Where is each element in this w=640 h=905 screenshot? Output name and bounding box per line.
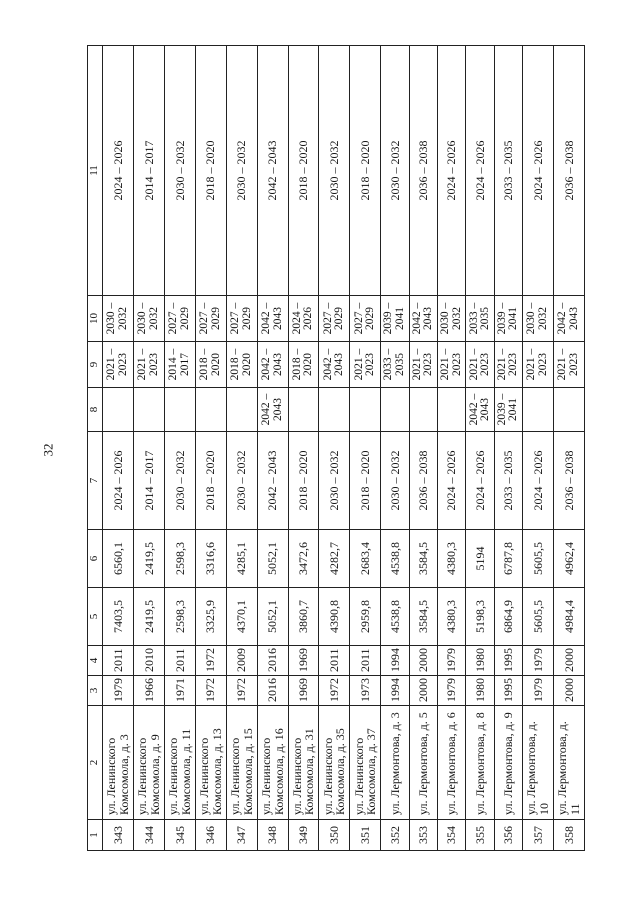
cell-living-area: 6560,1: [103, 530, 134, 588]
page-number: 32: [40, 443, 56, 457]
cell-period-col-10: 2042 – 2043: [409, 296, 437, 342]
table-row: [103, 46, 134, 851]
cell-build-year: 1972: [195, 676, 226, 706]
table-row: [523, 46, 554, 851]
table-row: [381, 46, 409, 851]
column-header-period-col-8: 8: [88, 388, 103, 432]
cell-total-area: 5052,1: [257, 588, 288, 646]
cell-period-col-11: 2018 – 2020: [350, 46, 381, 296]
cell-row-number: 358: [553, 820, 584, 851]
cell-living-area: 6787,8: [494, 530, 522, 588]
cell-period-col-8: 2042 – 2043: [466, 388, 494, 432]
cell-total-area: 5605,5: [523, 588, 554, 646]
cell-build-year: 1973: [350, 676, 381, 706]
cell-period-col-11: 2024 – 2026: [466, 46, 494, 296]
table-row: [226, 46, 257, 851]
cell-living-area: 4380,3: [437, 530, 465, 588]
cell-row-number: 347: [226, 820, 257, 851]
column-header-repair-period: 7: [88, 432, 103, 530]
cell-repair-period: 2030 – 2032: [164, 432, 195, 530]
cell-period-col-9: 2021 – 2023: [553, 342, 584, 388]
cell-period-col-9: 2021 – 2023: [494, 342, 522, 388]
cell-row-number: 355: [466, 820, 494, 851]
cell-address: ул. Лермонтова, д. 8: [466, 706, 494, 820]
cell-living-area: 5194: [466, 530, 494, 588]
cell-period-col-11: 2036 – 2038: [553, 46, 584, 296]
cell-address: ул. Ленинского Комсомола, д. 9: [133, 706, 164, 820]
cell-commission-year: 2011: [164, 646, 195, 676]
cell-total-area: 4984,4: [553, 588, 584, 646]
cell-period-col-10: 2033 – 2035: [466, 296, 494, 342]
cell-commission-year: 2016: [257, 646, 288, 676]
cell-period-col-10: 2042 – 2043: [553, 296, 584, 342]
cell-commission-year: 1969: [288, 646, 319, 676]
cell-living-area: 4282,7: [319, 530, 350, 588]
cell-period-col-8: [226, 388, 257, 432]
cell-period-col-11: 2030 – 2032: [226, 46, 257, 296]
cell-period-col-11: 2042 – 2043: [257, 46, 288, 296]
cell-period-col-8: [409, 388, 437, 432]
cell-period-col-9: 2018 – 2020: [288, 342, 319, 388]
cell-period-col-8: [319, 388, 350, 432]
cell-period-col-10: 2039 – 2041: [494, 296, 522, 342]
cell-period-col-11: 2030 – 2032: [381, 46, 409, 296]
cell-living-area: 3472,6: [288, 530, 319, 588]
cell-repair-period: 2014 – 2017: [133, 432, 164, 530]
cell-period-col-11: 2018 – 2020: [288, 46, 319, 296]
cell-total-area: 4380,3: [437, 588, 465, 646]
cell-total-area: 5198,3: [466, 588, 494, 646]
cell-period-col-11: 2030 – 2032: [319, 46, 350, 296]
cell-address: ул. Ленинского Комсомола, д. 3: [103, 706, 134, 820]
cell-build-year: 1979: [523, 676, 554, 706]
cell-living-area: 5052,1: [257, 530, 288, 588]
cell-living-area: 4962,4: [553, 530, 584, 588]
cell-period-col-8: [195, 388, 226, 432]
cell-period-col-9: 2021 – 2023: [350, 342, 381, 388]
column-header-commission-year: 4: [88, 646, 103, 676]
cell-address: ул. Лермонтова, д. 5: [409, 706, 437, 820]
cell-repair-period: 2024 – 2026: [103, 432, 134, 530]
cell-build-year: 1966: [133, 676, 164, 706]
cell-repair-period: 2018 – 2020: [195, 432, 226, 530]
cell-period-col-11: 2033 – 2035: [494, 46, 522, 296]
cell-commission-year: 2000: [553, 646, 584, 676]
cell-period-col-9: 2021 – 2023: [409, 342, 437, 388]
cell-commission-year: 2011: [103, 646, 134, 676]
cell-period-col-8: [350, 388, 381, 432]
table-row: [288, 46, 319, 851]
column-header-total-area: 5: [88, 588, 103, 646]
cell-period-col-9: 2042 – 2043: [319, 342, 350, 388]
cell-build-year: 1994: [381, 676, 409, 706]
column-header-period-col-10: 10: [88, 296, 103, 342]
cell-commission-year: 1995: [494, 646, 522, 676]
cell-build-year: 1979: [103, 676, 134, 706]
cell-address: ул. Ленинского Комсомола, д. 35: [319, 706, 350, 820]
cell-commission-year: 1979: [437, 646, 465, 676]
cell-period-col-9: 2042 – 2043: [257, 342, 288, 388]
cell-build-year: 2016: [257, 676, 288, 706]
cell-period-col-9: 2021 – 2023: [133, 342, 164, 388]
cell-row-number: 348: [257, 820, 288, 851]
cell-period-col-8: 2042 – 2043: [257, 388, 288, 432]
cell-living-area: 4538,8: [381, 530, 409, 588]
capital-repair-schedule-table: [87, 45, 585, 851]
cell-repair-period: 2036 – 2038: [553, 432, 584, 530]
cell-period-col-11: 2024 – 2026: [523, 46, 554, 296]
cell-living-area: 2419,5: [133, 530, 164, 588]
cell-address: ул. Лермонтова, д. 3: [381, 706, 409, 820]
cell-total-area: 7403,5: [103, 588, 134, 646]
cell-living-area: 2683,4: [350, 530, 381, 588]
cell-build-year: 2000: [553, 676, 584, 706]
cell-build-year: 1995: [494, 676, 522, 706]
cell-period-col-11: 2018 – 2020: [195, 46, 226, 296]
cell-repair-period: 2042 – 2043: [257, 432, 288, 530]
cell-period-col-11: 2014 – 2017: [133, 46, 164, 296]
table-row: [466, 46, 494, 851]
cell-period-col-11: 2030 – 2032: [164, 46, 195, 296]
cell-period-col-10: 2027 – 2029: [164, 296, 195, 342]
cell-period-col-8: [437, 388, 465, 432]
cell-period-col-9: 2021 – 2023: [437, 342, 465, 388]
cell-total-area: 4538,8: [381, 588, 409, 646]
cell-row-number: 350: [319, 820, 350, 851]
cell-commission-year: 2010: [133, 646, 164, 676]
cell-repair-period: 2030 – 2032: [226, 432, 257, 530]
cell-repair-period: 2030 – 2032: [319, 432, 350, 530]
cell-repair-period: 2030 – 2032: [381, 432, 409, 530]
cell-living-area: 3316,6: [195, 530, 226, 588]
column-header-period-col-11: 11: [88, 46, 103, 296]
cell-period-col-9: 2033 – 2035: [381, 342, 409, 388]
cell-period-col-8: [164, 388, 195, 432]
cell-build-year: 1972: [319, 676, 350, 706]
cell-row-number: 353: [409, 820, 437, 851]
table-row: [350, 46, 381, 851]
cell-total-area: 6864,9: [494, 588, 522, 646]
cell-period-col-10: 2030 – 2032: [103, 296, 134, 342]
column-header-living-area: 6: [88, 530, 103, 588]
cell-period-col-8: [553, 388, 584, 432]
cell-total-area: 2419,5: [133, 588, 164, 646]
cell-build-year: 2000: [409, 676, 437, 706]
table-row: [437, 46, 465, 851]
column-header-address: 2: [88, 706, 103, 820]
cell-row-number: 352: [381, 820, 409, 851]
cell-period-col-8: [381, 388, 409, 432]
cell-period-col-8: [523, 388, 554, 432]
cell-build-year: 1980: [466, 676, 494, 706]
table-row: [164, 46, 195, 851]
cell-period-col-9: 2014 – 2017: [164, 342, 195, 388]
cell-commission-year: 1980: [466, 646, 494, 676]
cell-address: ул. Лермонтова, д. 6: [437, 706, 465, 820]
cell-commission-year: 2011: [350, 646, 381, 676]
cell-period-col-10: 2039 – 2041: [381, 296, 409, 342]
cell-period-col-10: 2027 – 2029: [319, 296, 350, 342]
cell-build-year: 1979: [437, 676, 465, 706]
cell-living-area: 3584,5: [409, 530, 437, 588]
cell-total-area: 3325,9: [195, 588, 226, 646]
cell-commission-year: 2011: [319, 646, 350, 676]
cell-repair-period: 2024 – 2026: [466, 432, 494, 530]
cell-row-number: 356: [494, 820, 522, 851]
cell-repair-period: 2036 – 2038: [409, 432, 437, 530]
cell-address: ул. Ленинского Комсомола, д. 31: [288, 706, 319, 820]
cell-period-col-8: [103, 388, 134, 432]
cell-total-area: 3860,7: [288, 588, 319, 646]
cell-period-col-10: 2027 – 2029: [350, 296, 381, 342]
cell-row-number: 351: [350, 820, 381, 851]
cell-period-col-8: 2039 – 2041: [494, 388, 522, 432]
cell-address: ул. Ленинского Комсомола, д. 11: [164, 706, 195, 820]
cell-row-number: 357: [523, 820, 554, 851]
cell-total-area: 3584,5: [409, 588, 437, 646]
cell-period-col-8: [288, 388, 319, 432]
rotated-table-wrapper: [87, 46, 585, 851]
cell-period-col-11: 2024 – 2026: [103, 46, 134, 296]
table-row: [195, 46, 226, 851]
cell-row-number: 354: [437, 820, 465, 851]
cell-build-year: 1972: [226, 676, 257, 706]
cell-commission-year: 1972: [195, 646, 226, 676]
cell-commission-year: 2009: [226, 646, 257, 676]
cell-period-col-10: 2030 – 2032: [133, 296, 164, 342]
cell-period-col-10: 2027 – 2029: [195, 296, 226, 342]
cell-address: ул. Лермонтова, д. 10: [523, 706, 554, 820]
table-row: [319, 46, 350, 851]
column-header-row-number: 1: [88, 820, 103, 851]
cell-commission-year: 1994: [381, 646, 409, 676]
cell-build-year: 1969: [288, 676, 319, 706]
cell-address: ул. Ленинского Комсомола, д. 15: [226, 706, 257, 820]
cell-period-col-10: 2027 – 2029: [226, 296, 257, 342]
cell-period-col-9: 2021 – 2023: [466, 342, 494, 388]
cell-row-number: 346: [195, 820, 226, 851]
cell-row-number: 345: [164, 820, 195, 851]
cell-period-col-9: 2018 – 2020: [226, 342, 257, 388]
cell-repair-period: 2018 – 2020: [288, 432, 319, 530]
column-header-build-year: 3: [88, 676, 103, 706]
cell-period-col-9: 2021 – 2023: [103, 342, 134, 388]
cell-commission-year: 1979: [523, 646, 554, 676]
cell-period-col-9: 2021 – 2023: [523, 342, 554, 388]
cell-period-col-8: [133, 388, 164, 432]
cell-period-col-10: 2030 – 2032: [523, 296, 554, 342]
table-row: [494, 46, 522, 851]
cell-period-col-10: 2042 – 2043: [257, 296, 288, 342]
cell-period-col-9: 2018 – 2020: [195, 342, 226, 388]
cell-address: ул. Лермонтова, д. 9: [494, 706, 522, 820]
cell-row-number: 343: [103, 820, 134, 851]
cell-total-area: 2959,8: [350, 588, 381, 646]
cell-commission-year: 2000: [409, 646, 437, 676]
cell-living-area: 2598,3: [164, 530, 195, 588]
table-body: [103, 46, 585, 851]
table-row: [553, 46, 584, 851]
cell-repair-period: 2024 – 2026: [437, 432, 465, 530]
table-row: [133, 46, 164, 851]
cell-total-area: 4390,8: [319, 588, 350, 646]
cell-period-col-10: 2030 – 2032: [437, 296, 465, 342]
cell-row-number: 349: [288, 820, 319, 851]
cell-address: ул. Ленинского Комсомола, д. 13: [195, 706, 226, 820]
cell-address: ул. Ленинского Комсомола, д. 37: [350, 706, 381, 820]
cell-period-col-10: 2024 – 2026: [288, 296, 319, 342]
cell-living-area: 5605,5: [523, 530, 554, 588]
cell-living-area: 4285,1: [226, 530, 257, 588]
cell-build-year: 1971: [164, 676, 195, 706]
cell-repair-period: 2018 – 2020: [350, 432, 381, 530]
cell-period-col-11: 2036 – 2038: [409, 46, 437, 296]
cell-total-area: 4370,1: [226, 588, 257, 646]
cell-repair-period: 2033 – 2035: [494, 432, 522, 530]
cell-row-number: 344: [133, 820, 164, 851]
table-row: [409, 46, 437, 851]
column-header-period-col-9: 9: [88, 342, 103, 388]
cell-repair-period: 2024 – 2026: [523, 432, 554, 530]
cell-address: ул. Лермонтова, д. 11: [553, 706, 584, 820]
cell-address: ул. Ленинского Комсомола, д. 16: [257, 706, 288, 820]
cell-period-col-11: 2024 – 2026: [437, 46, 465, 296]
cell-total-area: 2598,3: [164, 588, 195, 646]
table-row: [257, 46, 288, 851]
table-header-row: [88, 46, 103, 851]
